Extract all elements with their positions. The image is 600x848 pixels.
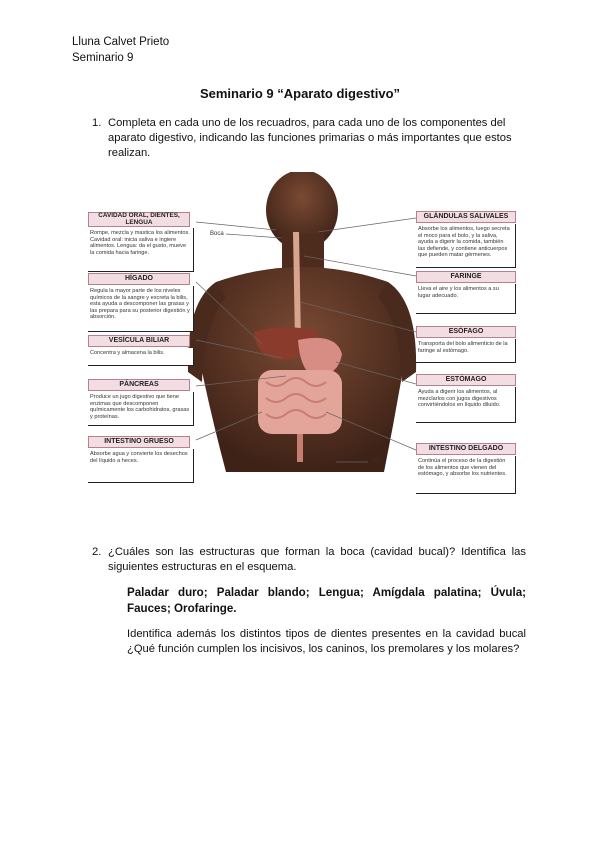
label-pharynx: FARINGE xyxy=(416,271,516,283)
desc-pharynx: Lleva el aire y los alimentos a su lugar adecuado. xyxy=(416,284,516,314)
desc-salivary-glands: Absorbe los alimentos, luego secreta el moco para el bolo, y la saliva, ayuda a digerir la comida, también las defiende, y contiene anticuerpos que pueden matar gérmenes. xyxy=(416,224,516,268)
question-1-text: Completa en cada uno de los recuadros, para cada uno de los componentes del aparato digestivo, indicando las funciones primarias o más importantes que estos realizan. xyxy=(108,117,512,159)
desc-esophagus: Transporta del bolo alimenticio de la faringe al estómago. xyxy=(416,339,516,363)
author-name: Lluna Calvet Prieto xyxy=(72,36,170,48)
question-1 xyxy=(92,116,516,161)
teeth-question: Identifica además los distintos tipos de dientes presentes en la cavidad bucal ¿Qué función cumplen los incisivos, los caninos, los premolares y los molares? xyxy=(127,628,526,655)
desc-oral-cavity: Rompe, mezcla y mastica los alimentos. Cavidad oral: inicia saliva e ingiere alimentos. Lengua: da el gusto, mueve la comida hacia faringe. xyxy=(88,228,194,272)
label-esophagus: ESÓFAGO xyxy=(416,326,516,338)
label-salivary-glands: GLÁNDULAS SALIVALES xyxy=(416,211,516,223)
course-name: Seminario 9 xyxy=(72,52,134,64)
anus-label: Ano xyxy=(372,458,383,464)
question-2-number: 2. xyxy=(92,546,102,558)
desc-gallbladder: Concentra y almacena la bilis. xyxy=(88,348,194,366)
desc-large-intestine: Absorbe agua y convierte los desechos del líquido a heces. xyxy=(88,449,194,483)
desc-pancreas: Produce un jugo digestivo que tiene enzimas que descomponen químicamente los carbohidratos, grasas y proteínas. xyxy=(88,392,194,426)
label-pancreas: PÁNCREAS xyxy=(88,379,190,391)
desc-small-intestine: Continúa el proceso de la digestión de los alimentos que vienen del estómago, y absorbe los nutrientes. xyxy=(416,456,516,494)
question-2-text: ¿Cuáles son las estructuras que forman la boca (cavidad bucal)? Identifica las siguientes estructuras en el esquema. xyxy=(108,546,526,573)
mouth-structures-list: Paladar duro; Paladar blando; Lengua; Amígdala palatina; Úvula; Fauces; Orofaringe. xyxy=(127,586,526,615)
desc-stomach: Ayuda a digerir los alimentos, al mezclarlos con jugos digestivos convirtiéndolos en líquido diluido. xyxy=(416,387,516,423)
label-oral-cavity: CAVIDAD ORAL, DIENTES, LENGUA xyxy=(88,212,190,227)
question-2 xyxy=(92,545,526,575)
label-liver: HÍGADO xyxy=(88,273,190,285)
page-title: Seminario 9 “Aparato digestivo” xyxy=(199,86,401,101)
label-small-intestine: INTESTINO DELGADO xyxy=(416,443,516,455)
mouth-label: Boca xyxy=(210,231,224,237)
label-stomach: ESTÓMAGO xyxy=(416,374,516,386)
label-large-intestine: INTESTINO GRUESO xyxy=(88,436,190,448)
desc-liver: Regula la mayor parte de los niveles químicos de la sangre y excreta la bilis, esta ayuda a descomponer las grasas y las prepara para su posterior digestión y absorción. xyxy=(88,286,194,332)
question-1-number: 1. xyxy=(92,117,102,129)
digestive-system-figure xyxy=(86,172,516,502)
label-gallbladder: VESÍCULA BILIAR xyxy=(88,335,190,347)
